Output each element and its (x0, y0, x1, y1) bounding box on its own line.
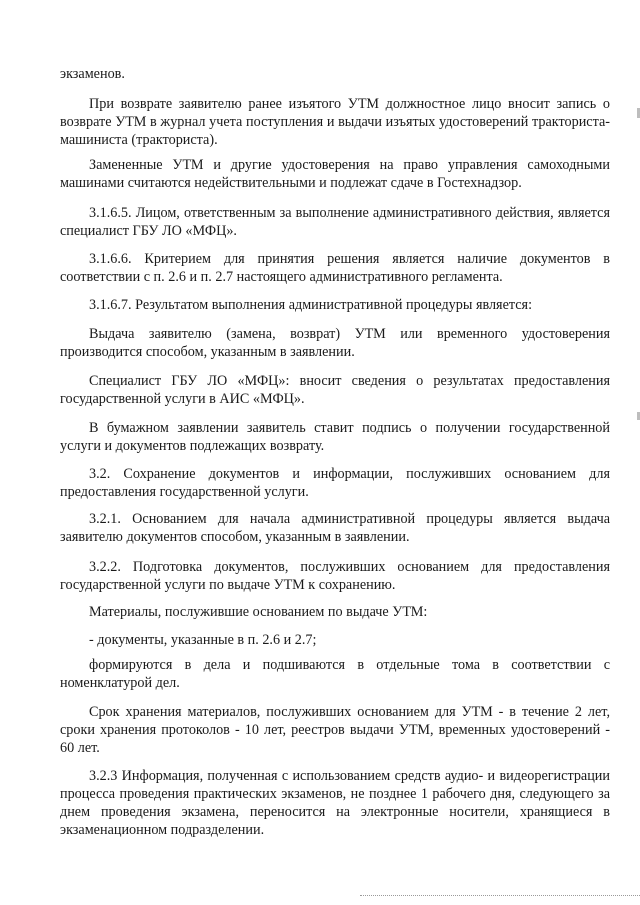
paragraph-3-1-6-5: 3.1.6.5. Лицом, ответственным за выполнение административного действия, является специалист ГБУ ЛО «МФЦ». (60, 205, 610, 239)
paragraph-3-1-6-7: 3.1.6.7. Результатом выполнения административной процедуры является: (89, 297, 533, 313)
paragraph-documents-list: - документы, указанные в п. 2.6 и 2.7; (89, 632, 317, 648)
paragraph-3-2-2: 3.2.2. Подготовка документов, послуживших основанием для предоставления государственной услуги по выдаче УТМ к сохранению. (60, 559, 610, 593)
paragraph-paper-application: В бумажном заявлении заявитель ставит подпись о получении государственной услуги и документов подлежащих возврату. (60, 420, 610, 454)
paragraph-mfc-specialist: Специалист ГБУ ЛО «МФЦ»: вносит сведения о результатах предоставления государственной услуги в АИС «МФЦ». (60, 373, 610, 407)
paragraph-forming-cases: формируются в дела и подшиваются в отдельные тома в соответствии с номенклатурой дел. (60, 657, 610, 691)
paragraph-replaced-utm: Замененные УТМ и другие удостоверения на право управления самоходными машинами считаются недействительными и подлежат сдаче в Гостехнадзор. (60, 157, 610, 191)
paragraph-3-2-3: 3.2.3 Информация, полученная с использованием средств аудио- и видеорегистрации процесса проведения практических экзаменов, не позднее 1 рабочего дня, следующего за днем проведения экзамена, переносится на электронные носители, хранящиеся в экзаменационном подразделении. (60, 768, 610, 838)
paragraph-3-2-1: 3.2.1. Основанием для начала административной процедуры является выдача заявителю документов способом, указанным в заявлении. (60, 511, 610, 545)
paragraph-return-utm: При возврате заявителю ранее изъятого УТМ должностное лицо вносит запись о возврате УТМ в журнал учета поступления и выдачи изъятых удостоверений тракториста-машиниста (тракториста). (60, 96, 610, 148)
paragraph-materials: Материалы, послужившие основанием по выдаче УТМ: (89, 604, 428, 620)
scan-bottom-edge (360, 895, 640, 897)
paragraph-storage-terms: Срок хранения материалов, послуживших основанием для УТМ - в течение 2 лет, сроки хранения протоколов - 10 лет, реестров выдачи УТМ, временных удостоверений - 60 лет. (60, 704, 610, 756)
paragraph-issuance: Выдача заявителю (замена, возврат) УТМ или временного удостоверения производится способом, указанным в заявлении. (60, 326, 610, 360)
paragraph-exam-continuation: экзаменов. (60, 66, 125, 82)
paragraph-3-1-6-6: 3.1.6.6. Критерием для принятия решения является наличие документов в соответствии с п. 2.6 и п. 2.7 настоящего административного регламента. (60, 251, 610, 285)
paragraph-3-2: 3.2. Сохранение документов и информации, послуживших основанием для предоставления государственной услуги. (60, 466, 610, 500)
